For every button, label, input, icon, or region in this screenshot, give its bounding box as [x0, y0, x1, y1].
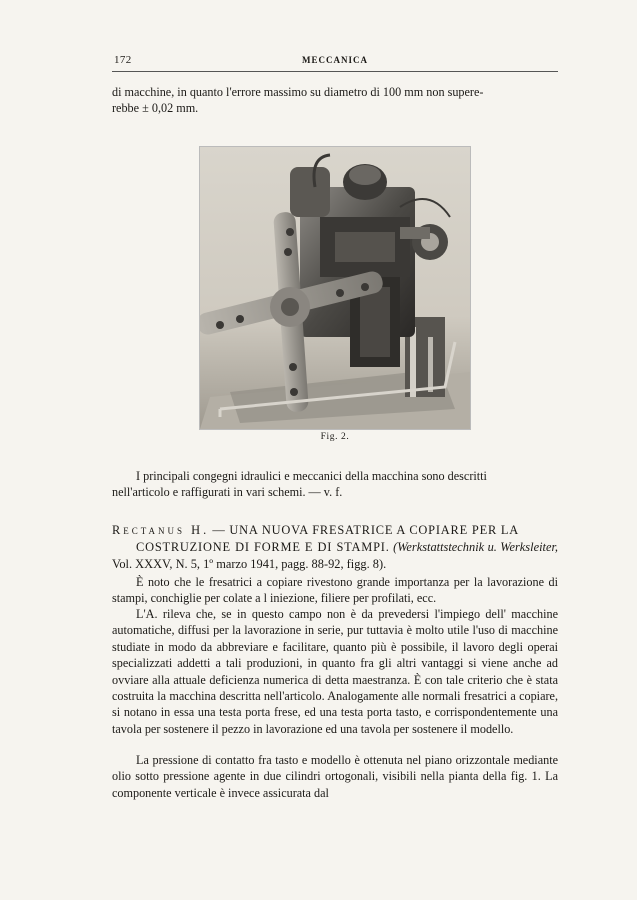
- article-source-journal: (Werkstattstechnik u. Werksleiter,: [393, 539, 559, 554]
- article-title-line-1: — UNA NUOVA FRESATRICE A COPIARE PER LA: [212, 523, 520, 537]
- intro-line-1: di macchine, in quanto l'errore massimo su diametro di 100 mm non supere-: [112, 85, 484, 99]
- article-title-line-2: COSTRUZIONE DI FORME E DI STAMPI.: [136, 539, 390, 554]
- after-figure-line-1: I principali congegni idraulici e meccanici della macchina sono descritti: [136, 469, 487, 483]
- figure-caption: Fig. 2.: [320, 432, 350, 442]
- header-rule: [112, 71, 558, 72]
- intro-paragraph: [112, 84, 558, 117]
- page-header: [112, 52, 558, 72]
- after-figure-line-2: nell'articolo e raffigurati in vari schemi. — v. f.: [112, 485, 343, 500]
- milling-machine-illustration: [200, 147, 470, 429]
- article-heading: [112, 522, 558, 572]
- body-paragraph-2: L'A. rileva che, se in questo campo non è da prevedersi l'impiego dell' macchine automatiche, diffusi per la lavorazione in serie, pur tuttavia è molto utile l'uso di macchine studiate in modo da abbreviare e facilitare, quanto più è possibile, il lavoro degli operai specializzati addetti a tali produzioni, in quanto fra gli altri vantaggi si viene anche ad ovviare alla attuale deficienza numerica di detta maestranza. È con tale criterio che è stata costruita la macchina descritta nell'articolo. Analogamente alle normali fresatrici a copiare, si notano in essa una testa porta frese, ed una testa porta tasto, e corrispondentemente una tavola per sostenere il pezzo in lavorazione ed una tavola per sostenere il modello.: [112, 607, 558, 736]
- body-paragraph-1: È noto che le fresatrici a copiare rivestono grande importanza per la lavorazione di stampi, conchiglie per colate a l iniezione, filiere per profilati, ecc.: [112, 575, 558, 606]
- machine-photograph: [199, 146, 471, 430]
- body-paragraph-3: La pressione di contatto fra tasto e modello è ottenuta nel piano orizzontale mediante olio sotto pressione agente in due cilindri ortogonali, visibili nella pianta della fig. 1. La componente verticale è invece assicurata dal: [112, 753, 558, 800]
- article-author: Rectanus H.: [112, 523, 210, 537]
- running-title: MECCANICA: [302, 55, 368, 65]
- after-figure-paragraph: [112, 468, 558, 501]
- article-source-details: Vol. XXXV, N. 5, 1º marzo 1941, pagg. 88-92, figg. 8).: [112, 556, 387, 571]
- page-number: 172: [114, 54, 132, 66]
- intro-line-2: rebbe ± 0,02 mm.: [112, 101, 199, 116]
